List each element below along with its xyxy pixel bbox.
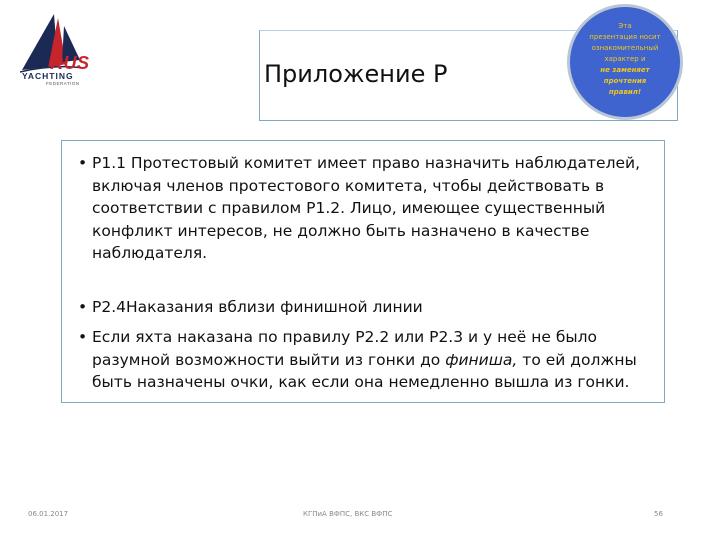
bullet-item (78, 296, 658, 319)
logo-caption: FEDERATION (46, 81, 80, 86)
bullet-icon: • (78, 298, 88, 316)
badge-line: Эта (618, 22, 632, 30)
badge-line: характер и (604, 55, 646, 63)
footer-date: 06.01.2017 (28, 510, 69, 518)
footer-page-number: 56 (654, 510, 663, 518)
badge-line-emphasis: не заменяет (600, 66, 650, 74)
bullet-item (78, 152, 658, 265)
bullet-text-emphasis: финиша, (445, 350, 518, 369)
bullet-text-part: Если яхта наказана по правилу P2.2 или P2.3 и у неё не было разумной возможности выйти из гонки до (92, 328, 598, 369)
logo-wordmark: RUS (50, 53, 90, 73)
bullet-text: P2.4Наказания вблизи финишной линии (92, 298, 423, 316)
page-title: Приложение Р (264, 60, 448, 88)
bullet-text-part: то ей должны быть назначены очки, как если она немедленно вышла из гонки. (92, 350, 637, 391)
disclaimer-badge (567, 4, 683, 120)
bullet-item (78, 326, 658, 394)
bullet-text: P1.1 Протестовый комитет имеет право назначить наблюдателей, включая членов протестового комитета, чтобы действовать в соответствии с правилом P1.2. Лицо, имеющее существенный конфликт интересов, не должно быть назначено в качестве наблюдателя. (92, 154, 641, 262)
bullet-icon: • (78, 154, 88, 172)
badge-line: презентация носит (589, 33, 661, 41)
badge-line-emphasis: прочтения (603, 77, 647, 85)
bullet-text (78, 326, 658, 394)
footer-organization: КГПиА ВФПС, ВКС ВФПС (303, 510, 393, 518)
badge-line: ознакомительный (591, 44, 659, 52)
badge-line-emphasis: правил! (608, 88, 642, 96)
logo-subtitle: YACHTING (22, 71, 74, 81)
bullet-icon: • (78, 328, 88, 346)
